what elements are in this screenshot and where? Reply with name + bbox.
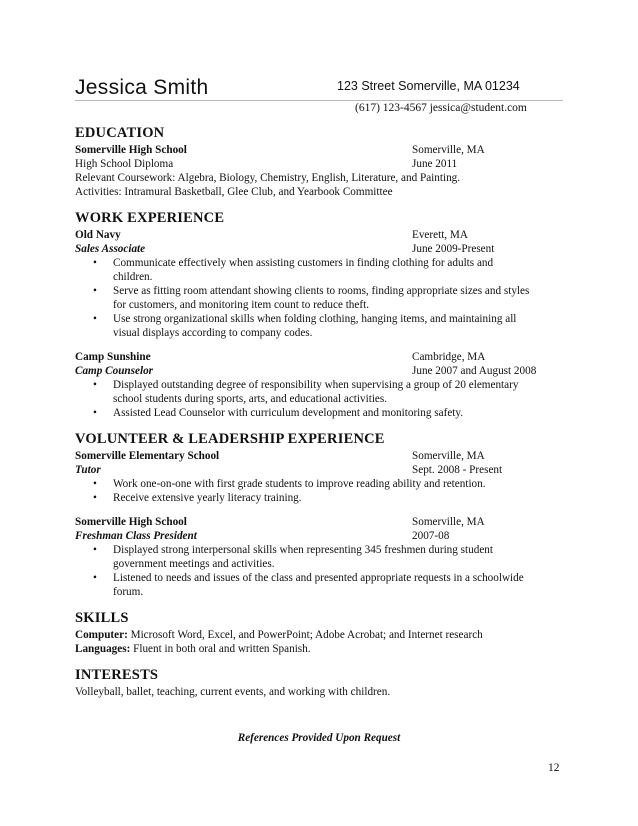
bullet-line: Displayed strong interpersonal skills when representing 345 freshmen during student — [113, 544, 493, 556]
volunteer-role: Freshman Class President — [75, 530, 197, 542]
volunteer-org-row — [75, 515, 565, 529]
header-divider — [75, 100, 563, 101]
volunteer-bullets — [75, 477, 565, 505]
work-role-row — [75, 242, 565, 256]
volunteer-location: Somerville, MA — [412, 450, 485, 462]
work-location: Cambridge, MA — [412, 351, 486, 363]
entry-gap — [75, 340, 565, 350]
bullet-line: forum. — [113, 586, 144, 598]
work-role: Camp Counselor — [75, 365, 154, 377]
interests-heading: INTERESTS — [75, 667, 159, 683]
work-employer: Camp Sunshine — [75, 351, 151, 363]
work-heading: WORK EXPERIENCE — [75, 210, 225, 226]
candidate-name: Jessica Smith — [75, 76, 209, 99]
bullet-item — [75, 312, 565, 340]
skills-computer-label: Computer: — [75, 629, 128, 641]
bullet-icon: • — [93, 379, 97, 391]
skills-languages-label: Languages: — [75, 643, 131, 655]
work-employer-row — [75, 350, 565, 364]
volunteer-heading: VOLUNTEER & LEADERSHIP EXPERIENCE — [75, 431, 385, 447]
bullet-line: Displayed outstanding degree of responsibility when supervising a group of 20 elementary — [113, 379, 519, 391]
work-employer: Old Navy — [75, 229, 121, 241]
page-number: 12 — [548, 762, 560, 774]
volunteer-org-row — [75, 449, 565, 463]
volunteer-org: Somerville High School — [75, 516, 187, 528]
bullet-icon: • — [93, 285, 97, 297]
bullet-line: Receive extensive yearly literacy training. — [113, 492, 302, 504]
bullet-item — [75, 378, 565, 406]
education-school: Somerville High School — [75, 144, 187, 156]
education-coursework: Relevant Coursework: Algebra, Biology, Chemistry, English, Literature, and Painting. — [75, 172, 461, 184]
bullet-line: school students during sports, arts, and educational activities. — [113, 393, 388, 405]
work-bullets — [75, 256, 565, 340]
education-degree-row — [75, 157, 565, 171]
contact-line: (617) 123-4567 jessica@student.com — [355, 102, 527, 114]
volunteer-org: Somerville Elementary School — [75, 450, 220, 462]
work-dates: June 2007 and August 2008 — [412, 365, 537, 377]
skills-languages-text: Fluent in both oral and written Spanish. — [130, 643, 311, 655]
bullet-line: Serve as fitting room attendant showing clients to rooms, finding appropriate sizes and styles — [113, 285, 530, 297]
volunteer-dates: Sept. 2008 - Present — [412, 464, 503, 476]
bullet-item — [75, 284, 565, 312]
volunteer-role: Tutor — [75, 464, 101, 476]
bullet-icon: • — [93, 572, 97, 584]
education-degree: High School Diploma — [75, 158, 174, 170]
volunteer-entry — [75, 449, 565, 505]
bullet-line: government meetings and activities. — [113, 558, 275, 570]
references-note: References Provided Upon Request — [237, 732, 401, 744]
bullet-line: Use strong organizational skills when folding clothing, hanging items, and maintaining all — [113, 313, 517, 325]
bullet-item — [75, 543, 565, 571]
volunteer-entry — [75, 515, 565, 599]
volunteer-role-row — [75, 463, 565, 477]
bullet-icon: • — [93, 492, 97, 504]
bullet-line: visual displays according to company codes. — [113, 327, 313, 339]
education-location: Somerville, MA — [412, 144, 485, 156]
skills-heading: SKILLS — [75, 610, 129, 626]
bullet-icon: • — [93, 257, 97, 269]
interests-text: Volleyball, ballet, teaching, current events, and working with children. — [75, 686, 391, 698]
bullet-item — [75, 491, 565, 505]
work-location: Everett, MA — [412, 229, 468, 241]
bullet-item — [75, 477, 565, 491]
work-entry — [75, 228, 565, 340]
bullet-line: children. — [113, 271, 153, 283]
volunteer-role-row — [75, 529, 565, 543]
bullet-line: Work one-on-one with first grade students to improve reading ability and retention. — [113, 478, 486, 490]
skills-computer-text: Microsoft Word, Excel, and PowerPoint; Adobe Acrobat; and Internet research — [127, 629, 483, 641]
work-role: Sales Associate — [75, 243, 146, 255]
work-role-row — [75, 364, 565, 378]
bullet-line: Assisted Lead Counselor with curriculum development and monitoring safety. — [113, 407, 464, 419]
bullet-line: Communicate effectively when assisting customers in finding clothing for adults and — [113, 257, 494, 269]
resume-body — [75, 124, 565, 699]
bullet-item — [75, 256, 565, 284]
bullet-icon: • — [93, 544, 97, 556]
work-entry — [75, 350, 565, 420]
work-dates: June 2009-Present — [412, 243, 495, 255]
volunteer-bullets — [75, 543, 565, 599]
skills-computer — [75, 628, 565, 642]
bullet-icon: • — [93, 407, 97, 419]
education-school-row — [75, 143, 565, 157]
bullet-item — [75, 571, 565, 599]
entry-gap — [75, 505, 565, 515]
address-line: 123 Street Somerville, MA 01234 — [337, 79, 520, 93]
work-employer-row — [75, 228, 565, 242]
bullet-line: Listened to needs and issues of the class and presented appropriate requests in a schoolwide — [113, 572, 524, 584]
bullet-icon: • — [93, 478, 97, 490]
volunteer-location: Somerville, MA — [412, 516, 485, 528]
education-heading: EDUCATION — [75, 125, 165, 141]
bullet-item — [75, 406, 565, 420]
education-activities: Activities: Intramural Basketball, Glee Club, and Yearbook Committee — [75, 186, 393, 198]
education-date: June 2011 — [412, 158, 458, 170]
volunteer-dates: 2007-08 — [412, 530, 450, 542]
bullet-icon: • — [93, 313, 97, 325]
bullet-line: for customers, and monitoring item count to reduce theft. — [113, 299, 370, 311]
skills-languages — [75, 642, 565, 656]
work-bullets — [75, 378, 565, 420]
